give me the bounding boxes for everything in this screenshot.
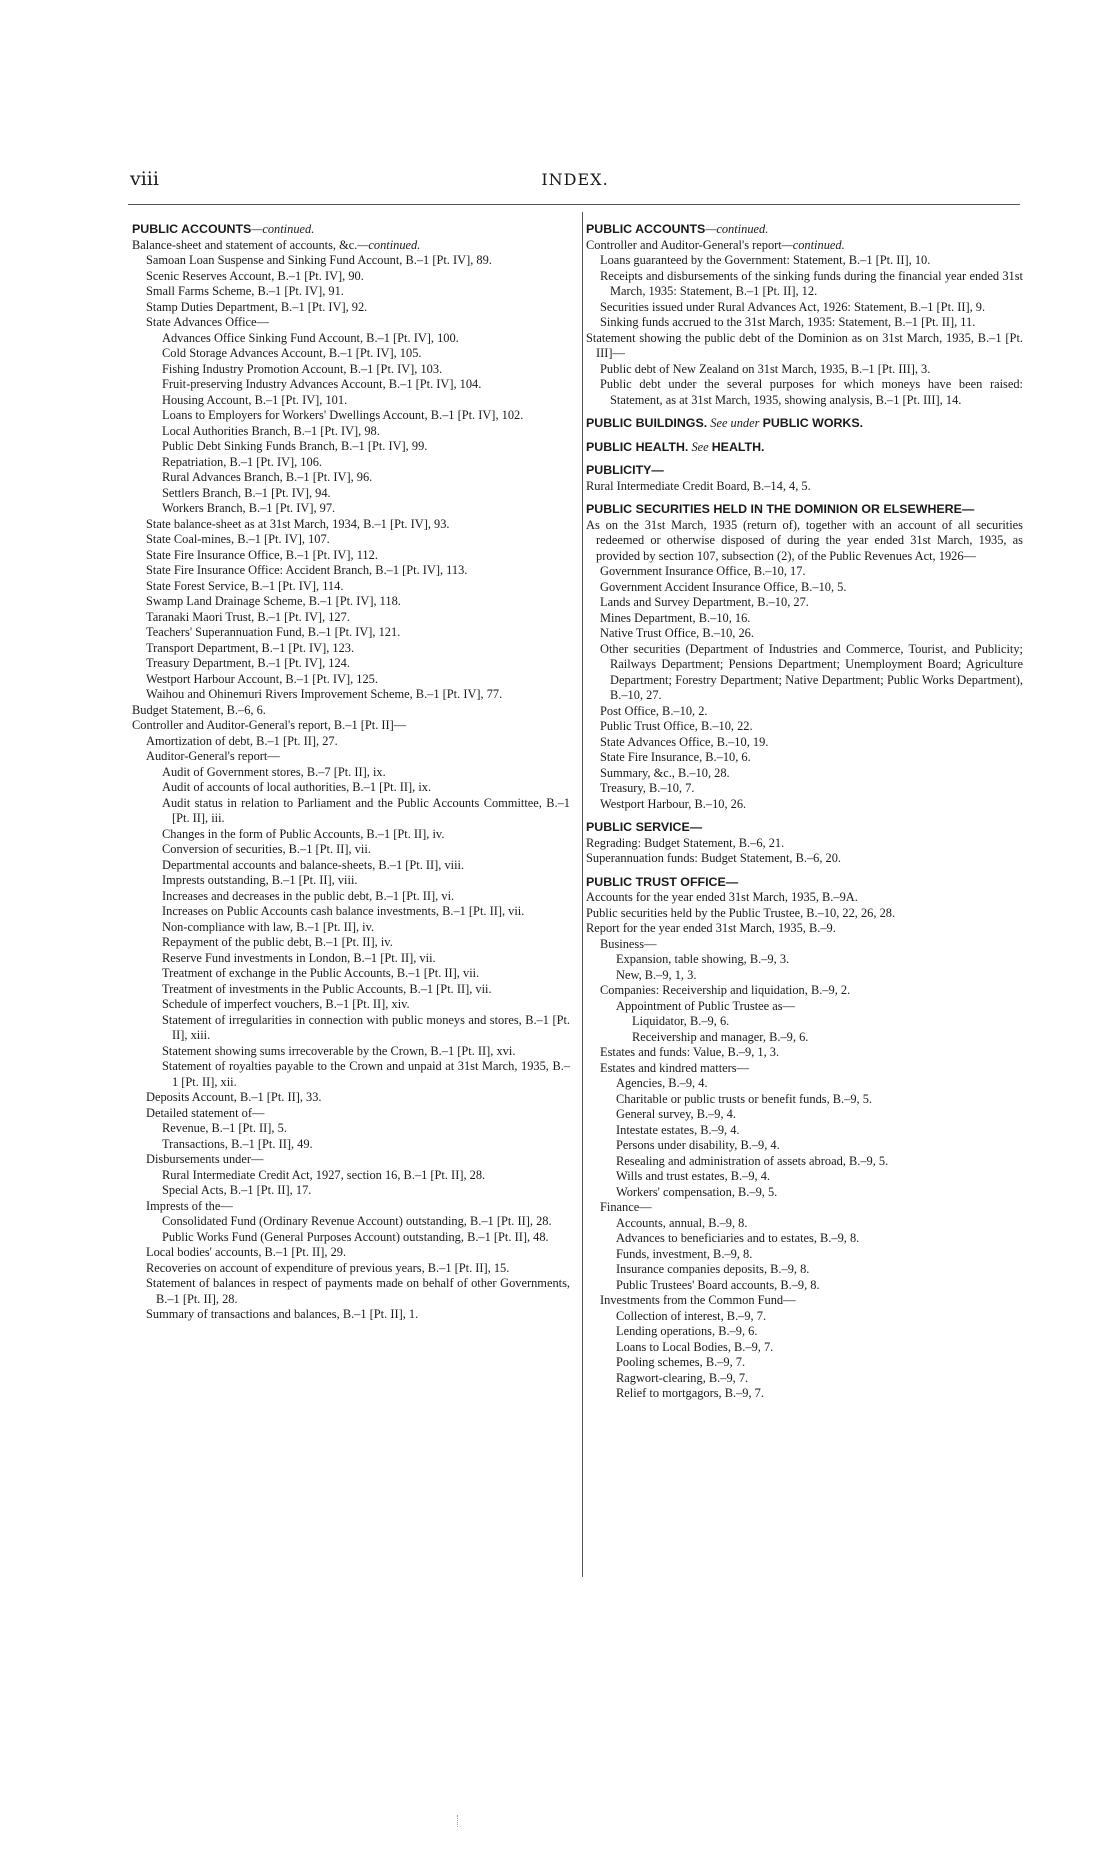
index-entry <box>586 750 1023 766</box>
column-divider <box>582 212 583 1577</box>
entry-text: State Fire Insurance, B.–10, 6. <box>600 750 751 764</box>
entry-text: Charitable or public trusts or benefit funds, B.–9, 5. <box>616 1091 873 1106</box>
entry-text: State Fire Insurance Office: Accident Branch, B.–1 [Pt. IV], 113. <box>146 563 468 577</box>
entry-text: Public Works Fund (General Purposes Account) outstanding, B.–1 [Pt. II], 48. <box>162 1229 549 1244</box>
index-entry <box>132 1276 570 1307</box>
entry-text: Detailed statement of— <box>146 1105 265 1120</box>
entry-text: Summary of transactions and balances, B.–1 [Pt. II], 1. <box>146 1307 419 1321</box>
index-entry <box>132 672 570 688</box>
index-entry <box>132 1044 570 1060</box>
entry-text: Consolidated Fund (Ordinary Revenue Account) outstanding, B.–1 [Pt. II], 28. <box>162 1214 552 1228</box>
index-entry <box>586 518 1023 565</box>
index-entry <box>132 253 570 269</box>
index-entry <box>132 951 570 967</box>
index-entry <box>132 1199 570 1215</box>
index-entry <box>132 780 570 796</box>
entry-suffix: —continued. <box>251 222 315 236</box>
index-entry <box>132 641 570 657</box>
index-entry <box>586 1262 1023 1278</box>
entry-text: Securities issued under Rural Advances Act, 1926: Statement, B.–1 [Pt. II], 9. <box>600 299 986 314</box>
entry-text: Deposits Account, B.–1 [Pt. II], 33. <box>146 1090 322 1104</box>
index-entry <box>586 377 1023 408</box>
index-entry <box>132 393 570 409</box>
entry-text: Post Office, B.–10, 2. <box>600 703 708 718</box>
entry-text: Mines Department, B.–10, 16. <box>600 610 751 625</box>
entry-text: Loans to Local Bodies, B.–9, 7. <box>616 1339 774 1354</box>
index-entry <box>586 735 1023 751</box>
entry-text: Public Debt Sinking Funds Branch, B.–1 [Pt. IV], 99. <box>162 439 428 453</box>
entry-text: Liquidator, B.–9, 6. <box>632 1014 730 1028</box>
entry-text: Advances to beneficiaries and to estates, B.–9, 8. <box>616 1231 860 1245</box>
index-entry <box>132 331 570 347</box>
entry-text: Departmental accounts and balance-sheets, B.–1 [Pt. II], viii. <box>162 857 465 872</box>
index-entry <box>132 377 570 393</box>
entry-text: Treasury Department, B.–1 [Pt. IV], 124. <box>146 656 350 670</box>
entry-text: Disbursements under— <box>146 1152 264 1166</box>
entry-text: Increases and decreases in the public debt, B.–1 [Pt. II], vi. <box>162 888 455 903</box>
header-rule <box>128 204 1020 205</box>
entry-text: Swamp Land Drainage Scheme, B.–1 [Pt. IV], 118. <box>146 594 401 608</box>
entry-text: New, B.–9, 1, 3. <box>616 967 697 982</box>
entry-text: Local Authorities Branch, B.–1 [Pt. IV], 98. <box>162 423 380 438</box>
index-entry <box>586 1092 1023 1108</box>
left-column <box>132 222 570 1323</box>
entry-text: Public debt under the several purposes for which moneys have been raised: Statement, as at 31st March, 1935, showing analysis, B.–1 [Pt. III], 14. <box>600 377 1023 407</box>
index-entry <box>586 968 1023 984</box>
index-entry <box>132 904 570 920</box>
entry-text: Rural Intermediate Credit Board, B.–14, 4, 5. <box>586 478 811 493</box>
index-entry <box>132 1152 570 1168</box>
index-entry <box>586 1231 1023 1247</box>
entry-text: Conversion of securities, B.–1 [Pt. II], vii. <box>162 842 371 856</box>
entry-text: State Fire Insurance Office, B.–1 [Pt. IV], 112. <box>146 547 378 562</box>
entry-text: Collection of interest, B.–9, 7. <box>616 1308 767 1323</box>
index-entry <box>586 906 1023 922</box>
index-heading <box>586 440 1023 456</box>
entry-text: Recoveries on account of expenditure of previous years, B.–1 [Pt. II], 15. <box>146 1260 510 1275</box>
entry-text: Persons under disability, B.–9, 4. <box>616 1138 780 1152</box>
entry-text: PUBLIC ACCOUNTS <box>586 222 706 236</box>
index-entry <box>132 873 570 889</box>
index-entry <box>132 1137 570 1153</box>
entry-suffix: —continued. <box>357 237 421 252</box>
index-entry <box>132 1121 570 1137</box>
entry-text: Estates and funds: Value, B.–9, 1, 3. <box>600 1045 780 1059</box>
index-entry <box>586 1045 1023 1061</box>
index-entry <box>132 424 570 440</box>
entry-text: PUBLIC BUILDINGS. <box>586 416 708 430</box>
index-entry <box>132 300 570 316</box>
entry-text: Transport Department, B.–1 [Pt. IV], 123. <box>146 640 355 655</box>
index-entry <box>586 564 1023 580</box>
entry-text: Housing Account, B.–1 [Pt. IV], 101. <box>162 392 348 407</box>
index-entry <box>586 766 1023 782</box>
entry-text: Finance— <box>600 1200 652 1214</box>
entry-text: Repayment of the public debt, B.–1 [Pt. II], iv. <box>162 935 393 949</box>
index-entry <box>586 269 1023 300</box>
entry-text: Statement of royalties payable to the Crown and unpaid at 31st March, 1935, B.–1 [Pt. II], xii. <box>162 1059 570 1089</box>
cross-reference: HEALTH. <box>711 439 765 454</box>
index-entry <box>586 1371 1023 1387</box>
index-entry <box>132 1183 570 1199</box>
entry-text: Statement of irregularities in connection with public moneys and stores, B.–1 [Pt. II], xiii. <box>162 1012 570 1042</box>
index-entry <box>132 315 570 331</box>
entry-text: Appointment of Public Trustee as— <box>616 998 795 1013</box>
entry-text: Audit status in relation to Parliament and the Public Accounts Committee, B.–1 [Pt. II], iii. <box>162 795 570 825</box>
index-entry <box>586 1169 1023 1185</box>
entry-text: Report for the year ended 31st March, 1935, B.–9. <box>586 921 836 935</box>
index-entry <box>132 1245 570 1261</box>
entry-text: PUBLIC SERVICE— <box>586 820 703 834</box>
entry-text: Increases on Public Accounts cash balance investments, B.–1 [Pt. II], vii. <box>162 904 525 918</box>
entry-text: Audit of accounts of local authorities, B.–1 [Pt. II], ix. <box>162 780 432 794</box>
index-entry <box>132 935 570 951</box>
entry-text: Imprests of the— <box>146 1198 233 1213</box>
index-entry <box>586 362 1023 378</box>
entry-text: Statement showing sums irrecoverable by the Crown, B.–1 [Pt. II], xvi. <box>162 1043 516 1058</box>
index-entry <box>586 611 1023 627</box>
index-entry <box>586 315 1023 331</box>
entry-text: Regrading: Budget Statement, B.–6, 21. <box>586 835 785 850</box>
index-entry <box>586 952 1023 968</box>
index-entry <box>132 439 570 455</box>
index-entry <box>586 999 1023 1015</box>
entry-text: Westport Harbour, B.–10, 26. <box>600 796 747 811</box>
index-entry <box>586 1030 1023 1046</box>
index-entry <box>132 920 570 936</box>
index-entry <box>586 300 1023 316</box>
index-entry <box>132 548 570 564</box>
entry-text: Audit of Government stores, B.–7 [Pt. II], ix. <box>162 764 386 779</box>
entry-text: Balance-sheet and statement of accounts, &c. <box>132 237 358 252</box>
entry-text: Amortization of debt, B.–1 [Pt. II], 27. <box>146 733 338 748</box>
entry-text: Accounts for the year ended 31st March, 1935, B.–9A. <box>586 890 858 904</box>
entry-text: Small Farms Scheme, B.–1 [Pt. IV], 91. <box>146 284 344 298</box>
entry-text: Scenic Reserves Account, B.–1 [Pt. IV], 90. <box>146 268 364 283</box>
entry-text: Changes in the form of Public Accounts, B.–1 [Pt. II], iv. <box>162 826 445 841</box>
entry-text: Funds, investment, B.–9, 8. <box>616 1246 753 1261</box>
entry-text: Estates and kindred matters— <box>600 1060 749 1075</box>
index-entry <box>586 580 1023 596</box>
entry-text: Advances Office Sinking Fund Account, B.–1 [Pt. IV], 100. <box>162 330 459 345</box>
entry-text: Auditor-General's report— <box>146 749 280 763</box>
index-entry <box>586 1355 1023 1371</box>
index-entry <box>132 501 570 517</box>
index-entry <box>586 1324 1023 1340</box>
entry-text: Superannuation funds: Budget Statement, B.–6, 20. <box>586 851 842 865</box>
entry-text: Special Acts, B.–1 [Pt. II], 17. <box>162 1183 312 1197</box>
entry-text: Government Accident Insurance Office, B.–10, 5. <box>600 579 847 594</box>
entry-text: Ragwort-clearing, B.–9, 7. <box>616 1370 749 1385</box>
index-entry <box>132 1090 570 1106</box>
index-heading <box>586 416 1023 432</box>
entry-text: Budget Statement, B.–6, 6. <box>132 702 266 717</box>
index-entry <box>132 842 570 858</box>
right-column <box>586 222 1023 1402</box>
entry-text: Lands and Survey Department, B.–10, 27. <box>600 595 809 609</box>
index-entry <box>586 626 1023 642</box>
index-entry <box>586 595 1023 611</box>
index-entry <box>132 625 570 641</box>
index-entry <box>586 1340 1023 1356</box>
index-entry <box>132 796 570 827</box>
entry-text: As on the 31st March, 1935 (return of), together with an account of all securities redeemed or otherwise disposed of during the year ended 31st March, 1935, as provided by section 107, subsection (2), of the Public Revenues Act, 1926— <box>586 517 1023 563</box>
entry-text: State Coal-mines, B.–1 [Pt. IV], 107. <box>146 532 330 546</box>
entry-text: PUBLIC TRUST OFFICE— <box>586 874 739 889</box>
entry-text: Revenue, B.–1 [Pt. II], 5. <box>162 1121 287 1135</box>
index-entry <box>586 479 1023 495</box>
index-entry <box>132 470 570 486</box>
index-entry <box>132 687 570 703</box>
entry-text: Rural Intermediate Credit Act, 1927, section 16, B.–1 [Pt. II], 28. <box>162 1167 486 1182</box>
entry-text: Fruit-preserving Industry Advances Account, B.–1 [Pt. IV], 104. <box>162 377 482 391</box>
index-entry <box>586 1200 1023 1216</box>
entry-text: Samoan Loan Suspense and Sinking Fund Account, B.–1 [Pt. IV], 89. <box>146 253 492 267</box>
entry-text: Teachers' Superannuation Fund, B.–1 [Pt. IV], 121. <box>146 625 401 639</box>
index-entry <box>586 1107 1023 1123</box>
entry-text: Stamp Duties Department, B.–1 [Pt. IV], 92. <box>146 299 368 314</box>
entry-text: Government Insurance Office, B.–10, 17. <box>600 564 806 578</box>
index-entry <box>586 238 1023 254</box>
index-entry <box>586 1185 1023 1201</box>
index-entry <box>586 937 1023 953</box>
entry-text: Westport Harbour Account, B.–1 [Pt. IV], 125. <box>146 671 378 686</box>
entry-text: Treatment of exchange in the Public Accounts, B.–1 [Pt. II], vii. <box>162 966 480 980</box>
entry-text: Rural Advances Branch, B.–1 [Pt. IV], 96. <box>162 470 373 484</box>
index-entry <box>586 719 1023 735</box>
index-entry <box>132 1106 570 1122</box>
index-entry <box>586 781 1023 797</box>
entry-text: Controller and Auditor-General's report, B.–1 [Pt. II]— <box>132 718 407 732</box>
index-entry <box>586 253 1023 269</box>
entry-text: Loans to Employers for Workers' Dwellings Account, B.–1 [Pt. IV], 102. <box>162 408 524 422</box>
index-entry <box>586 836 1023 852</box>
index-entry <box>132 346 570 362</box>
index-entry <box>586 797 1023 813</box>
page-title: INDEX. <box>541 170 609 189</box>
entry-text: Other securities (Department of Industries and Commerce, Tourist, and Publicity; Railways Department; Pensions Department; Unemployment Board; Agriculture Department; Forestry Department; Native Department; Public Works Department), B.–10, 27. <box>600 641 1023 702</box>
entry-text: Native Trust Office, B.–10, 26. <box>600 626 754 640</box>
index-entry <box>132 579 570 595</box>
entry-text: Expansion, table showing, B.–9, 3. <box>616 952 790 966</box>
index-entry <box>586 1293 1023 1309</box>
index-entry <box>586 1138 1023 1154</box>
index-entry <box>586 1014 1023 1030</box>
index-entry <box>132 1059 570 1090</box>
entry-text: State Advances Office, B.–10, 19. <box>600 734 769 749</box>
index-heading <box>586 875 1023 891</box>
index-entry <box>132 966 570 982</box>
index-entry <box>586 1154 1023 1170</box>
index-entry <box>132 1230 570 1246</box>
index-entry <box>586 890 1023 906</box>
entry-text: Non-compliance with law, B.–1 [Pt. II], iv. <box>162 919 375 934</box>
entry-text: State balance-sheet as at 31st March, 1934, B.–1 [Pt. IV], 93. <box>146 516 450 531</box>
index-entry <box>132 238 570 254</box>
index-entry <box>132 1013 570 1044</box>
index-entry <box>132 1307 570 1323</box>
index-entry <box>586 983 1023 999</box>
entry-text: Accounts, annual, B.–9, 8. <box>616 1215 748 1230</box>
bottom-mark <box>457 1815 459 1827</box>
index-entry <box>132 982 570 998</box>
entry-text: Agencies, B.–9, 4. <box>616 1076 708 1090</box>
entry-text: Receipts and disbursements of the sinking funds during the financial year ended 31st March, 1935: Statement, B.–1 [Pt. II], 12. <box>600 268 1023 298</box>
entry-text: Settlers Branch, B.–1 [Pt. IV], 94. <box>162 485 331 500</box>
index-entry <box>132 594 570 610</box>
entry-suffix: —continued. <box>705 222 769 236</box>
index-entry <box>132 1261 570 1277</box>
entry-text: Public Trustees' Board accounts, B.–9, 8. <box>616 1277 820 1292</box>
entry-text: Treasury, B.–10, 7. <box>600 781 695 795</box>
entry-text: Public Trust Office, B.–10, 22. <box>600 719 753 733</box>
index-entry <box>586 331 1023 362</box>
index-entry <box>132 455 570 471</box>
index-entry <box>132 284 570 300</box>
entry-text: State Forest Service, B.–1 [Pt. IV], 114. <box>146 578 344 593</box>
index-entry <box>132 563 570 579</box>
index-entry <box>586 1061 1023 1077</box>
entry-text: Reserve Fund investments in London, B.–1 [Pt. II], vii. <box>162 950 436 965</box>
entry-text: PUBLICITY— <box>586 463 664 477</box>
index-entry <box>586 1216 1023 1232</box>
entry-text: Statement of balances in respect of payments made on behalf of other Governments, B.–1 [Pt. II], 28. <box>146 1276 570 1306</box>
entry-text: Workers Branch, B.–1 [Pt. IV], 97. <box>162 501 336 515</box>
index-entry <box>132 997 570 1013</box>
index-entry <box>132 889 570 905</box>
index-entry <box>132 269 570 285</box>
index-entry <box>586 1278 1023 1294</box>
index-entry <box>132 749 570 765</box>
entry-text: Local bodies' accounts, B.–1 [Pt. II], 29. <box>146 1245 347 1259</box>
entry-text: Schedule of imperfect vouchers, B.–1 [Pt. II], xiv. <box>162 997 410 1011</box>
page-header <box>130 168 1020 196</box>
entry-text: PUBLIC HEALTH. <box>586 439 689 454</box>
index-entry <box>132 703 570 719</box>
entry-text: Public debt of New Zealand on 31st March, 1935, B.–1 [Pt. III], 3. <box>600 361 931 376</box>
entry-text: Loans guaranteed by the Government: Statement, B.–1 [Pt. II], 10. <box>600 253 931 267</box>
index-entry <box>132 827 570 843</box>
index-entry <box>586 1386 1023 1402</box>
index-entry <box>132 656 570 672</box>
index-heading <box>586 502 1023 518</box>
entry-text: Waihou and Ohinemuri Rivers Improvement Scheme, B.–1 [Pt. IV], 77. <box>146 687 503 701</box>
entry-text: Taranaki Maori Trust, B.–1 [Pt. IV], 127. <box>146 609 350 624</box>
index-entry <box>132 408 570 424</box>
index-heading <box>586 463 1023 479</box>
index-entry <box>132 532 570 548</box>
entry-text: Companies: Receivership and liquidation, B.–9, 2. <box>600 983 851 997</box>
entry-text: Cold Storage Advances Account, B.–1 [Pt. IV], 105. <box>162 346 422 360</box>
entry-text: Imprests outstanding, B.–1 [Pt. II], viii. <box>162 873 358 887</box>
entry-text: Lending operations, B.–9, 6. <box>616 1324 758 1338</box>
entry-text: Transactions, B.–1 [Pt. II], 49. <box>162 1136 313 1151</box>
index-entry <box>132 1168 570 1184</box>
page-number: viii <box>130 168 159 190</box>
index-entry <box>132 718 570 734</box>
entry-text: Insurance companies deposits, B.–9, 8. <box>616 1262 810 1276</box>
index-heading <box>586 820 1023 836</box>
entry-text: Treatment of investments in the Public Accounts, B.–1 [Pt. II], vii. <box>162 981 492 996</box>
index-entry <box>132 1214 570 1230</box>
entry-text: Fishing Industry Promotion Account, B.–1 [Pt. IV], 103. <box>162 361 443 376</box>
index-entry <box>132 486 570 502</box>
index-entry <box>586 1309 1023 1325</box>
entry-text: Investments from the Common Fund— <box>600 1293 796 1307</box>
index-entry <box>132 765 570 781</box>
entry-suffix: See under <box>707 416 763 430</box>
entry-text: State Advances Office— <box>146 315 269 329</box>
entry-text: Workers' compensation, B.–9, 5. <box>616 1184 778 1199</box>
entry-text: Intestate estates, B.–9, 4. <box>616 1122 740 1137</box>
index-entry <box>132 517 570 533</box>
entry-text: Controller and Auditor-General's report <box>586 237 782 252</box>
entry-text: Relief to mortgagors, B.–9, 7. <box>616 1386 764 1400</box>
index-entry <box>586 1123 1023 1139</box>
entry-text: PUBLIC SECURITIES HELD IN THE DOMINION OR ELSEWHERE— <box>586 502 975 516</box>
entry-text: Resealing and administration of assets abroad, B.–9, 5. <box>616 1153 889 1168</box>
index-heading <box>586 222 1023 238</box>
index-entry <box>586 642 1023 704</box>
entry-text: Repatriation, B.–1 [Pt. IV], 106. <box>162 454 323 469</box>
entry-text: Business— <box>600 936 657 951</box>
index-entry <box>132 858 570 874</box>
index-entry <box>586 1247 1023 1263</box>
entry-text: Pooling schemes, B.–9, 7. <box>616 1355 746 1369</box>
entry-text: Receivership and manager, B.–9, 6. <box>632 1029 809 1044</box>
index-entry <box>132 610 570 626</box>
index-entry <box>586 921 1023 937</box>
entry-text: Summary, &c., B.–10, 28. <box>600 765 730 780</box>
entry-text: Wills and trust estates, B.–9, 4. <box>616 1169 771 1183</box>
index-heading <box>132 222 570 238</box>
index-entry <box>586 1076 1023 1092</box>
cross-reference: PUBLIC WORKS. <box>762 416 864 430</box>
index-entry <box>132 734 570 750</box>
index-entry <box>132 362 570 378</box>
index-entry <box>586 851 1023 867</box>
entry-text: Public securities held by the Public Trustee, B.–10, 22, 26, 28. <box>586 905 896 920</box>
entry-suffix: —continued. <box>781 237 845 252</box>
entry-suffix: See <box>688 439 712 454</box>
entry-text: General survey, B.–9, 4. <box>616 1107 736 1121</box>
entry-text: Sinking funds accrued to the 31st March, 1935: Statement, B.–1 [Pt. II], 11. <box>600 315 976 329</box>
entry-text: PUBLIC ACCOUNTS <box>132 222 252 236</box>
entry-text: Statement showing the public debt of the Dominion as on 31st March, 1935, B.–1 [Pt. III]— <box>586 330 1023 360</box>
index-entry <box>586 704 1023 720</box>
